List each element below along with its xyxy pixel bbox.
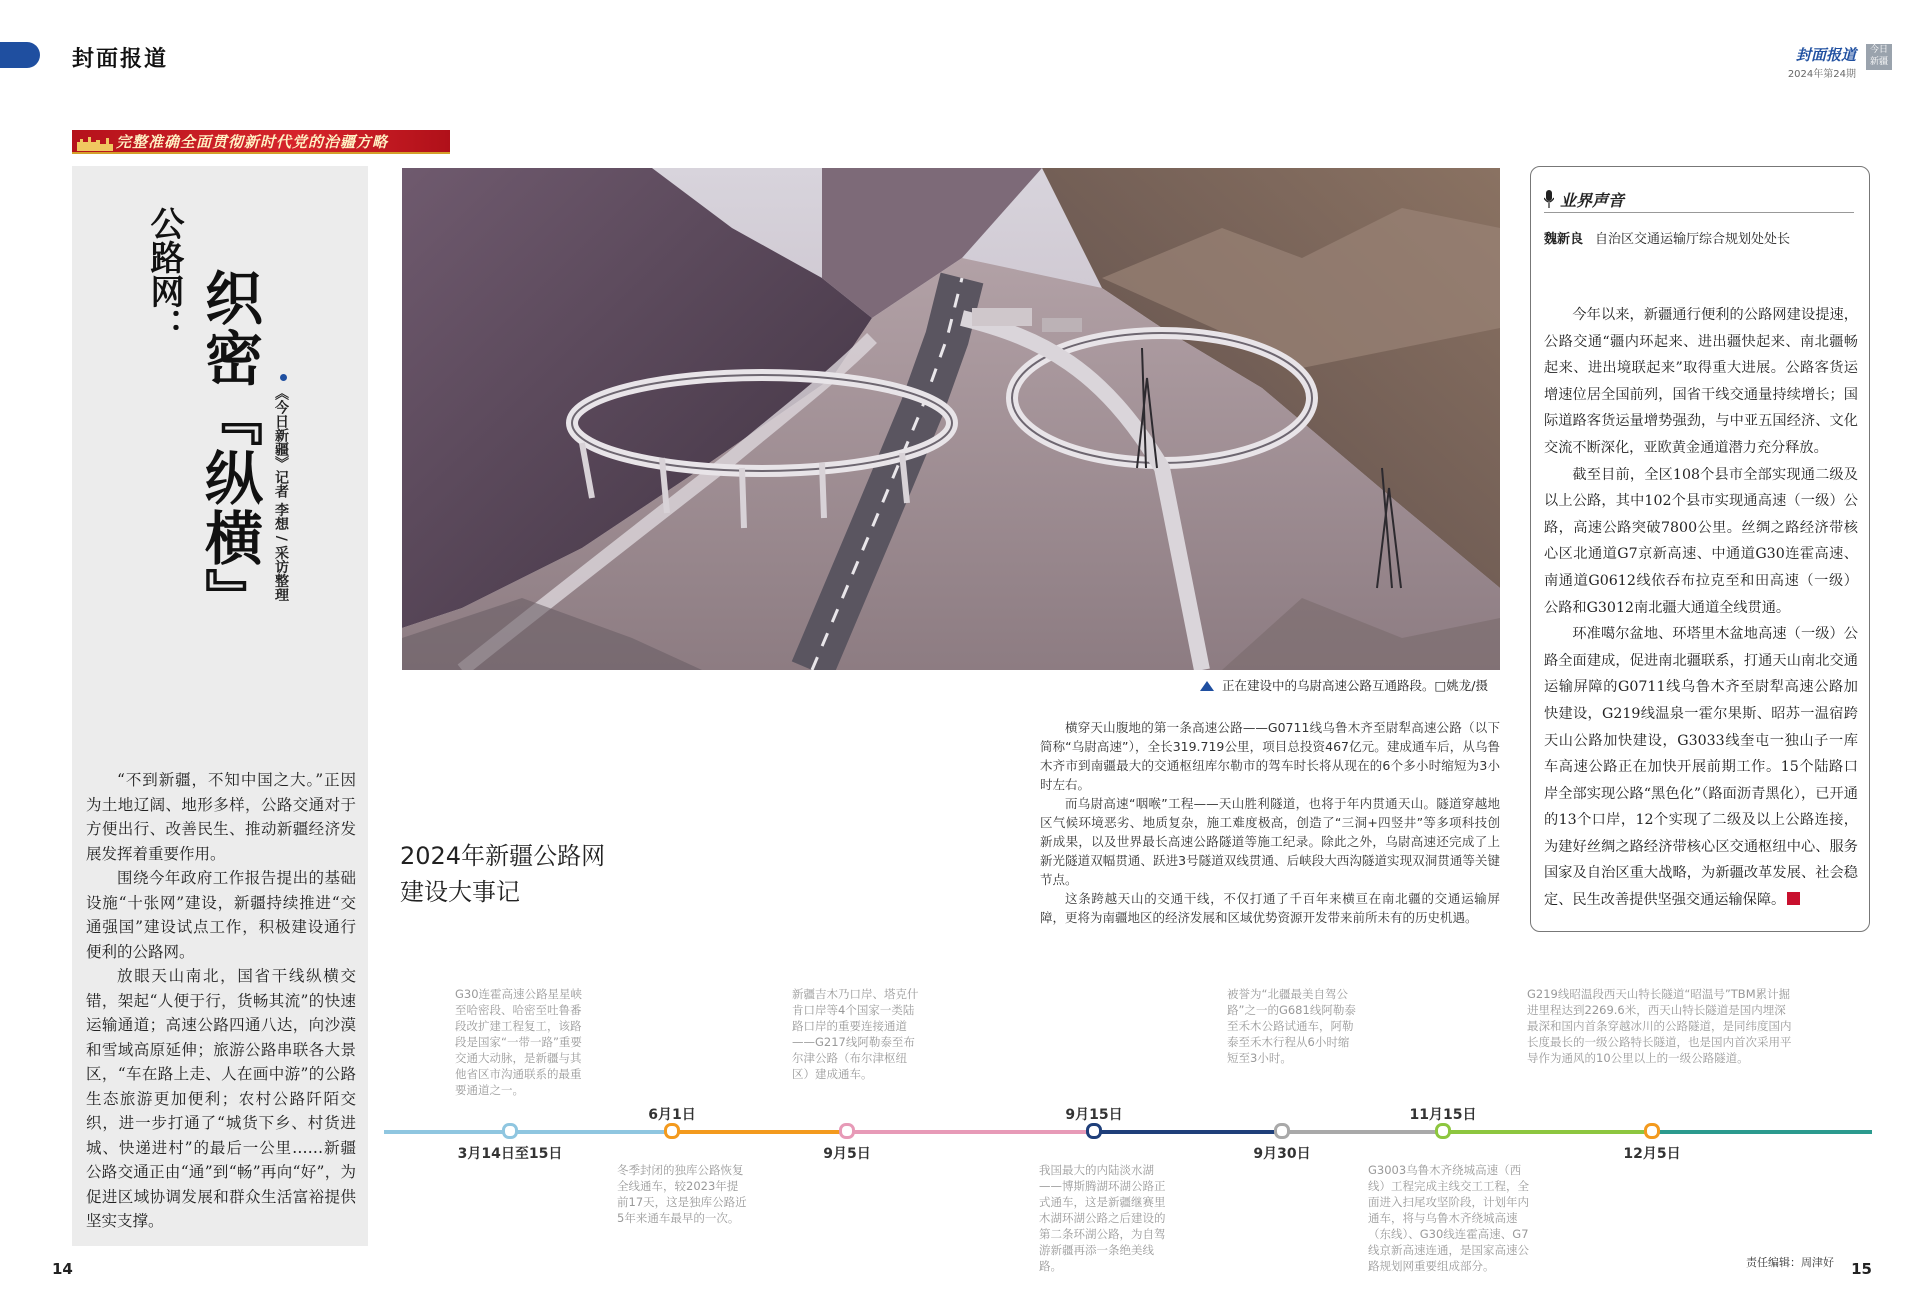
sidebar-paragraph-text: 环准噶尔盆地、环塔里木盆地高速（一级）公路全面建成，促进南北疆联系，打通天山南北交通运输屏障的G0711线乌鲁木齐至尉犁高速公路加快建设，G219线温泉一霍尔果斯、昭苏一温宿跨天山公路加快建设，G3033线奎屯一独山子一库车高速公路正在加快开展前期工作。15个陆路口岸全部实现公路“黑色化”（路面沥青黑化），已开通的13个口岸，12个实现了二级及以上公路连接，为建好丝绸之路经济带核心区交通枢纽中心、服务国家及自治区重大战略，为新疆改革发展、社会稳定、民生改善提供坚强交通运输保障。 (1544, 626, 1858, 909)
timeline-event-text: 冬季封闭的独库公路恢复全线通车，较2023年提前17天，这是独库公路近5年来通车最早的一次。 (617, 1163, 747, 1225)
interviewee-title: 自治区交通运输厅综合规划处处长 (1595, 232, 1791, 247)
timeline-segment (1094, 1130, 1282, 1134)
timeline-segment (1443, 1130, 1652, 1134)
page-number-left: 14 (52, 1260, 73, 1278)
article-paragraph: 横穿天山腹地的第一条高速公路——G0711线乌鲁木齐至尉犁高速公路（以下简称“乌尉高速”），全长319.719公里，项目总投资467亿元。建成通车后，从乌鲁木齐市到南疆最大的交通枢纽库尔勒市的驾车时长将从现在的6个多小时缩短为3小时左右。 (1040, 720, 1500, 792)
timeline-node (1435, 1123, 1451, 1139)
magazine-logo: 今日新疆 (1866, 44, 1892, 70)
timeline-segment (847, 1130, 1094, 1134)
article-paragraph: “不到新疆，不知中国之大。”正因为土地辽阔、地形多样，公路交通对于方便出行、改善民生、推动新疆经济发展发挥着重要作用。 (86, 771, 356, 863)
page-number-right: 15 (1851, 1260, 1872, 1278)
timeline-node (502, 1123, 518, 1139)
issue-number: 2024年第24期 (1787, 69, 1856, 80)
timeline-date: 12月5日 (1623, 1146, 1681, 1162)
timeline-date: 11月15日 (1409, 1107, 1477, 1123)
article-paragraph: 而乌尉高速“咽喉”工程——天山胜利隧道，也将于年内贯通天山。隧道穿越地区气候环境恶劣、地质复杂，施工难度极高，创造了“三洞+四竖井”等多项科技创新成果，以及世界最长高速公路隧道等施工纪录。除此之外，乌尉高速还完成了上新光隧道双幅贯通、跃进3号隧道双线贯通、后峡段大西沟隧道实现双洞贯通等关键节点。 (1040, 796, 1500, 887)
timeline-node (664, 1123, 680, 1139)
section-title: 封面报道 (72, 46, 169, 72)
byline: 《今日新疆》记者 李想 / 采访整理 (273, 386, 289, 602)
timeline-date: 3月14日至15日 (457, 1146, 563, 1162)
timeline-event-text: 新疆吉木乃口岸、塔克什肯口岸等4个国家一类陆路口岸的重要连接通道——G217线阿勒泰至布尔津公路（布尔津枢纽区）建成通车。 (792, 987, 919, 1081)
timeline-node (1644, 1123, 1660, 1139)
interviewee-name: 魏新良 (1544, 232, 1584, 247)
sidebar-paragraph: 今年以来，新疆通行便利的公路网建设提速，公路交通“疆内环起来、进出疆快起来、南北疆畅起来、进出境联起来”取得重大进展。公路客货运增速位居全国前列，国省干线交通量持续增长；国际道路客货运量增势强劲，与中亚五国经济、文化交流不断深化，亚欧黄金通道潜力充分释放。 (1544, 307, 1858, 456)
timeline-date: 9月15日 (1065, 1107, 1123, 1123)
timeline-segment (1282, 1130, 1443, 1134)
article-paragraph: 这条跨越天山的交通干线，不仅打通了千百年来横亘在南北疆的交通运输屏障，更将为南疆地区的经济发展和区域优势资源开发带来前所未有的历史机遇。 (1040, 891, 1500, 925)
brand-name: 封面报道 (1795, 46, 1856, 64)
theme-banner: 完整准确全面贯彻新时代党的治疆方略 (72, 130, 450, 154)
timeline-node (1086, 1123, 1102, 1139)
timeline-event-text: 被誉为“北疆最美自驾公路”之一的G681线阿勒泰至禾木公路试通车，阿勒泰至禾木行程从6小时缩短至3小时。 (1227, 987, 1356, 1065)
caption-text: 正在建设中的乌尉高速公路互通路段。□姚龙/摄 (1222, 678, 1489, 693)
timeline-segment (1652, 1130, 1872, 1134)
chronicle-title-line: 2024年新疆公路网 (400, 842, 606, 870)
timeline-event-text: G219线昭温段西天山特长隧道“昭温号”TBM累计掘进里程达到2269.6米，西天山特长隧道是国内埋深最深和国内首条穿越冰川的公路隧道，是同纬度国内长度最长的一级公路特长隧道，也是国内首次采用平导作为通风的10公里以上的一级公路隧道。 (1527, 987, 1792, 1065)
responsible-editor: 责任编辑：周津好 (1746, 1256, 1834, 1269)
headline-prefix: 公路网： (144, 206, 184, 342)
article-paragraph: 放眼天山南北，国省干线纵横交错，架起“人便于行，货畅其流”的快速运输通道；高速公路四通八达，向沙漠和雪域高原延伸；旅游公路串联各大景区，“车在路上走、人在画中游”的公路生态旅游更加便利；农村公路阡陌交织，进一步打通了“城货下乡、村货进城、快递进村”的最后一公里……新疆公路交通正由“通”到“畅”再向“好”，为促进区域协调发展和群众生活富裕提供坚实支撑。 (86, 967, 356, 1230)
timeline-segment (672, 1130, 847, 1134)
timeline-node (839, 1123, 855, 1139)
timeline-event-text: G30连霍高速公路星星峡至哈密段、哈密至吐鲁番段改扩建工程复工，该路段是国家“一带一路”重要交通大动脉，是新疆与其他省区市沟通联系的最重要通道之一。 (455, 987, 583, 1097)
sidebar-heading: 业界声音 (1560, 191, 1625, 210)
timeline-segment (384, 1130, 672, 1134)
timeline-node (1274, 1123, 1290, 1139)
timeline-date: 9月5日 (823, 1146, 871, 1162)
timeline-event-text: G3003乌鲁木齐绕城高速（西线）工程完成主线交工工程，全面进入扫尾攻坚阶段，计划年内通车，将与乌鲁木齐绕城高速（东线）、G30线连霍高速、G7线京新高速连通，是国家高速公路规划网重要组成部分。 (1368, 1163, 1529, 1273)
timeline-date: 9月30日 (1253, 1146, 1311, 1162)
timeline-event-text: 我国最大的内陆淡水湖——博斯腾湖环湖公路正式通车，这是新疆继赛里木湖环湖公路之后建设的第二条环湖公路，为自驾游新疆再添一条绝美线路。 (1039, 1163, 1166, 1273)
headline-main: 织密『纵横』 (195, 268, 263, 628)
chronicle-title-line: 建设大事记 (400, 878, 520, 906)
sidebar-paragraph: 截至目前，全区108个县市全部实现通二级及以上公路，其中102个县市实现通高速（一级）公路，高速公路突破7800公里。丝绸之路经济带核心区北通道G7京新高速、中通道G30连霍高速、南通道G0612线依吞布拉克至和田高速（一级）公路和G3012南北疆大通道全线贯通。 (1544, 466, 1858, 616)
timeline-date: 6月1日 (648, 1107, 696, 1123)
article-paragraph: 围绕今年政府工作报告提出的基础设施“十张网”建设，新疆持续推进“交通强国”建设试点工作，积极建设通行便利的公路网。 (86, 869, 356, 961)
